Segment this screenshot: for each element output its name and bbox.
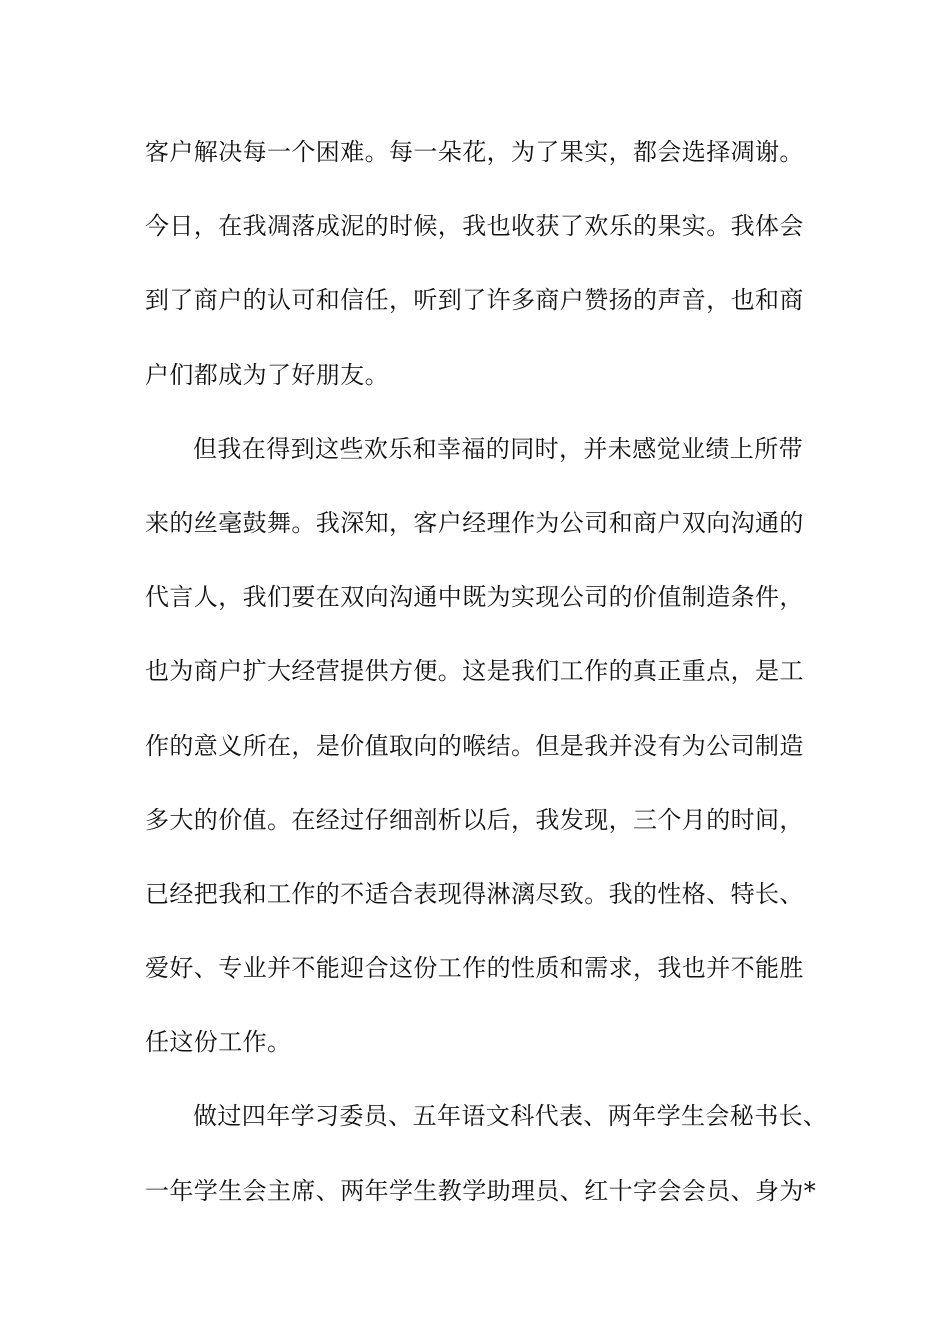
text-line: 也为商户扩大经营提供方便。这是我们工作的真正重点，是工 [145,657,804,686]
text-line: 已经把我和工作的不适合表现得淋漓尽致。我的性格、特长、 [145,879,804,908]
text-line: 作的意义所在，是价值取向的喉结。但是我并没有为公司制造 [145,731,804,760]
text-line: 多大的价值。在经过仔细剖析以后，我发现，三个月的时间， [145,805,804,834]
document-body [145,128,835,1241]
paragraph-start-line: 但我在得到这些欢乐和幸福的同时，并未感觉业绩上所带 [193,434,803,463]
text-line: 代言人，我们要在双向沟通中既为实现公司的价值制造条件， [145,583,804,612]
text-line: 一年学生会主席、两年学生教学助理员、红十字会会员、身为* [145,1176,817,1205]
paragraph-start-line: 做过四年学习委员、五年语文科代表、两年学生会秘书长、 [193,1102,828,1131]
text-line: 今日，在我凋落成泥的时候，我也收获了欢乐的果实。我体会 [145,212,804,241]
text-line: 户们都成为了好朋友。 [145,360,389,389]
text-line: 任这份工作。 [145,1028,292,1057]
text-line: 到了商户的认可和信任，听到了许多商户赞扬的声音，也和商 [145,286,804,315]
text-line: 爱好、专业并不能迎合这份工作的性质和需求，我也并不能胜 [145,954,804,983]
text-line: 客户解决每一个困难。每一朵花，为了果实，都会选择凋谢。 [145,138,804,166]
text-line: 来的丝毫鼓舞。我深知，客户经理作为公司和商户双向沟通的 [145,508,804,537]
